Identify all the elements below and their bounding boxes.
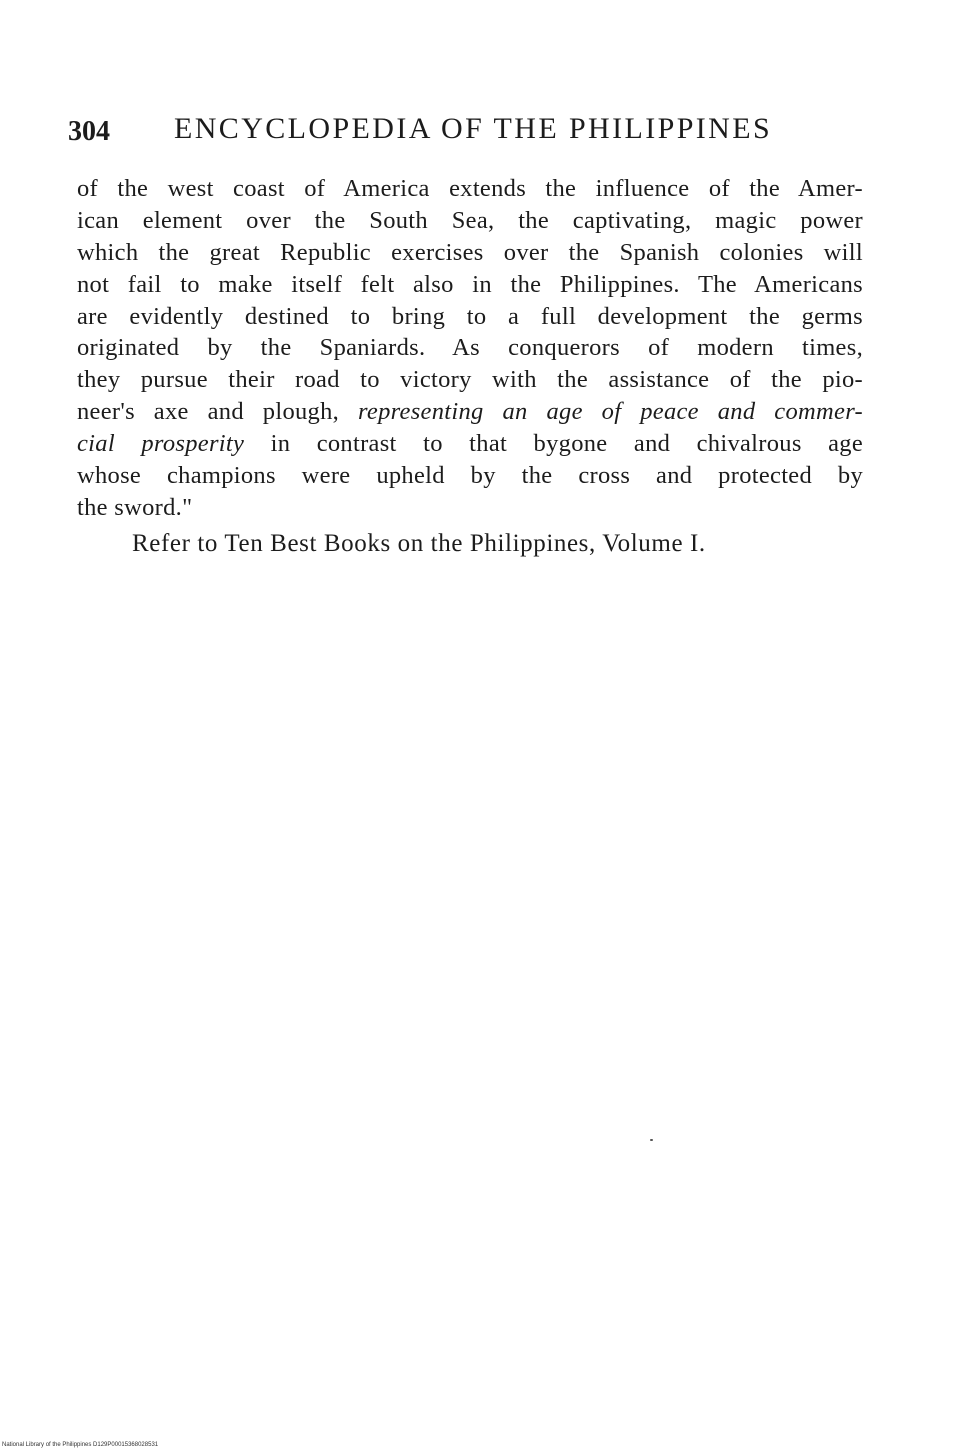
text-run: the sword." [77,493,193,521]
scan-credit: National Library of the Philippines D129P00015368028531 [2,1442,159,1448]
text-line [77,364,863,396]
text-line [77,460,863,492]
italic-phrase: representing an age of peace and commer- [357,398,863,426]
text-line [77,237,863,269]
text-line [77,301,863,333]
text-run: which the great Republic exercises over the Spanish colonies will [77,238,863,266]
text-run: ican element over the South Sea, the captivating, magic power [77,206,863,234]
body-paragraph [77,173,863,524]
text-line [77,173,863,205]
page-number: 304 [68,116,110,147]
running-head [66,112,773,152]
text-line [77,332,863,364]
book-title: ENCYCLOPEDIA OF THE PHILIPPINES [174,112,773,145]
text-run: whose champions were upheld by the cross and protected by [77,462,863,490]
text-line [77,492,863,524]
text-run: are evidently destined to bring to a full development the germs [77,302,863,330]
text-run: originated by the Spaniards. As conquerors of modern times, [77,334,863,362]
text-run: in contrast to that bygone and chivalrous age [244,430,864,458]
text-run: not fail to make itself felt also in the Philippines. The Americans [77,270,863,298]
scan-speck [650,1139,653,1141]
text-line [77,396,863,428]
text-line [77,428,863,460]
italic-phrase: cial prosperity [77,430,245,458]
reference-note: Refer to Ten Best Books on the Philippines, Volume I. [132,530,706,557]
text-line [77,269,863,301]
text-run: of the west coast of America extends the influence of the Amer- [77,175,863,202]
text-run: they pursue their road to victory with the assistance of the pio- [77,366,863,394]
text-line [77,205,863,237]
text-run: neer's axe and plough, [77,398,358,426]
